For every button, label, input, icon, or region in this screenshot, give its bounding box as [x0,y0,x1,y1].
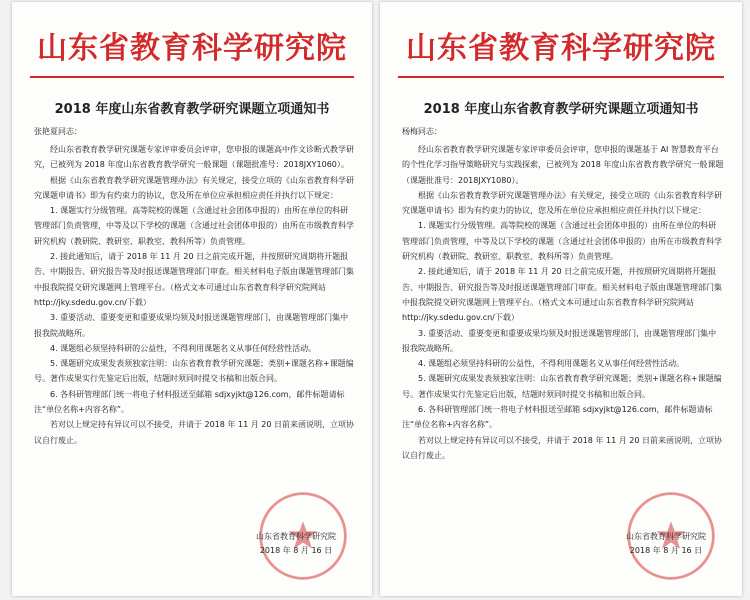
salutation: 杨梅同志： [402,127,442,136]
body-paragraph: 6. 各科研管理部门统一将电子材料报送至邮箱 sdjxyjkt@126.com，邮件标题请标注“单位名称+内容名称”。 [34,389,345,415]
signature-org: 山东省教育科学研究院 [256,532,336,541]
body-paragraph: 根据《山东省教育教学研究课题管理办法》有关规定，接受立项的《山东省教育科学研究课题申请书》即为有约束力的协议，您及所在单位应承担相应责任并执行以下规定： [402,190,722,216]
body-paragraph: 2. 接此通知后，请于 2018 年 11 月 20 日之前完成开题，并按照研究周期将开题报告、中期报告、研究报告等及时报送课题管理部门审查。相关材料电子版由课题管理部门集中报我院提交研究课题网上管理平台。（格式文本可通过山东省教育科学研究院网站 http://jky.sdedu.gov.cn/下载） [34,252,354,307]
notice-body [402,142,724,463]
body-paragraph: 3. 重要活动、重要变更和重要成果均须及时报送课题管理部门，由课题管理部门集中报我院战略所。 [34,313,349,338]
notice-title: 2018 年度山东省教育教学研究课题立项通知书 [54,102,330,117]
body-paragraph: 4. 课题组必须坚持科研的公益性，不得利用课题名义从事任何经营性活动。 [50,343,317,353]
masthead-red-rule [30,76,354,78]
signature-date: 2018 年 8 月 16 日 [629,546,703,555]
body-paragraph: 经山东省教育教学研究课题专家评审委员会评审，您申报的课题高中作文诊断式教学研究，已被列为 2018 年度山东省教育教学研究一般课题（课题批准号：2018JXY1060）。 [34,145,354,170]
notice-title: 2018 年度山东省教育教学研究课题立项通知书 [423,102,699,117]
signature-block [256,530,336,558]
notice-document-left [12,2,372,596]
body-paragraph: 根据《山东省教育教学研究课题管理办法》有关规定，接受立项的《山东省教育科学研究课题申请书》即为有约束力的协议，您及所在单位应承担相应责任并执行以下规定： [34,175,354,200]
body-paragraph: 4. 课题组必须坚持科研的公益性，不得利用课题名义从事任何经营性活动。 [418,359,685,369]
body-paragraph: 5. 课题研究成果发表须独家注明：山东省教育教学研究课题；类别+课题名称+课题编号。著作成果实行先鉴定后出版，结题时须同时提交书稿和出版合同。 [34,359,354,384]
body-paragraph: 6. 各科研管理部门统一将电子材料报送至邮箱 sdjxyjkt@126.com，邮件标题请标注“单位名称+内容名称”。 [402,405,713,430]
signature-org: 山东省教育科学研究院 [626,532,706,541]
body-paragraph: 3. 重要活动、重要变更和重要成果均须及时报送课题管理部门，由课题管理部门集中报我院战略所。 [402,328,717,353]
body-paragraph: 若对以上规定持有异议可以不接受，并请于 2018 年 11 月 20 日前来函说明，立项协议自行废止。 [34,420,354,445]
notice-document-right [380,2,742,596]
signature-block [626,530,706,558]
body-paragraph: 2. 接此通知后，请于 2018 年 11 月 20 日之前完成开题，并按照研究周期将开题报告、中期报告、研究报告等及时报送课题管理部门审查。相关材料电子版由课题管理部门集中报我院提交研究课题网上管理平台。（格式文本可通过山东省教育科学研究院网站 http://jky.sdedu.gov.cn/下载） [402,267,722,323]
notice-body [34,142,354,448]
signature-date: 2018 年 8 月 16 日 [259,546,333,555]
body-paragraph: 1. 课题实行分级管理。高等院校的课题（含通过社会团体申报的）由所在单位的科研管理部门负责管理，中等及以下学校的课题（含通过社会团体申报的）由所在市级教育科学研究机构（教研院、教研室、职教室、教科所等）负责管理。 [402,221,722,262]
body-paragraph: 经山东省教育教学研究课题专家评审委员会评审，您申报的课题基于 AI 智慧教育平台的个性化学习指导策略研究与实践探索，已被列为 2018 年度山东省教育教学研究一般课题（课题批准号：2018JXY1080）。 [402,145,724,185]
salutation: 张艳夏同志： [34,127,82,136]
masthead-title: 山东省教育科学研究院 [406,31,716,66]
masthead-red-rule [398,76,724,78]
body-paragraph: 1. 课题实行分级管理。高等院校的课题（含通过社会团体申报的）由所在单位的科研管理部门负责管理，中等及以下学校的课题（含通过社会团体申报的）由所在市级教育科学研究机构（教研院、教研室、职教室、教科所等）负责管理。 [34,206,354,246]
body-paragraph: 若对以上规定持有异议可以不接受，并请于 2018 年 11 月 20 日前来函说明，立项协议自行废止。 [402,435,722,460]
masthead-title: 山东省教育科学研究院 [37,31,347,66]
body-paragraph: 5. 课题研究成果发表须独家注明：山东省教育教学研究课题；类别+课题名称+课题编号。著作成果实行先鉴定后出版，结题时须同时提交书稿和出版合同。 [402,374,722,399]
